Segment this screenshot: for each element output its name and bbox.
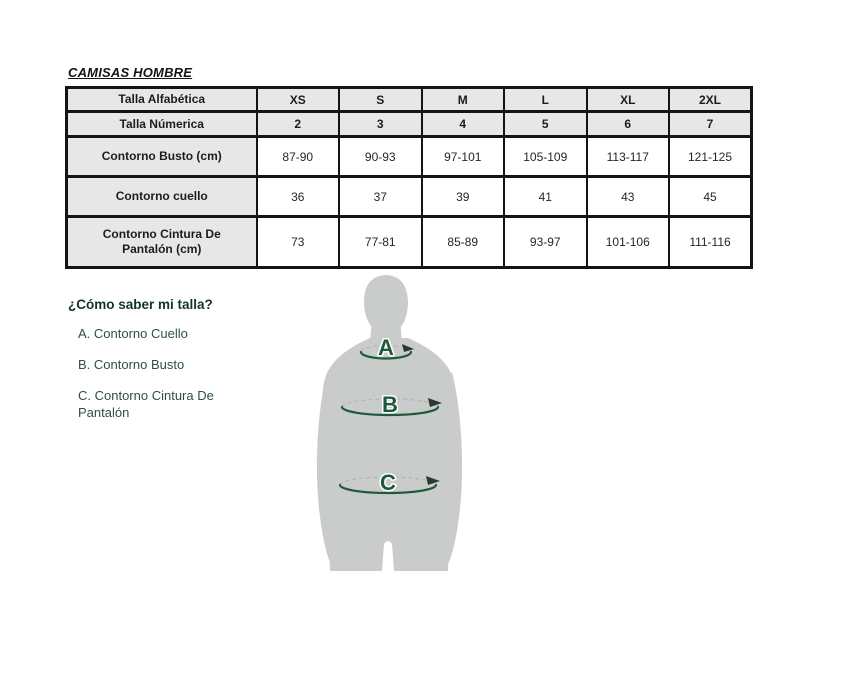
cell-value: 2XL	[669, 88, 752, 112]
cell-value: M	[422, 88, 505, 112]
page-title: CAMISAS HOMBRE	[68, 65, 193, 80]
cell-value: 39	[422, 177, 505, 217]
body-silhouette	[317, 275, 462, 571]
cell-value: 4	[422, 112, 505, 137]
cell-value: 90-93	[339, 137, 422, 177]
cell-value: XS	[257, 88, 340, 112]
table-row	[67, 137, 752, 177]
cell-value: S	[339, 88, 422, 112]
cell-value: 5	[504, 112, 587, 137]
cell-value: 36	[257, 177, 340, 217]
cell-value: L	[504, 88, 587, 112]
size-chart-table	[65, 86, 753, 269]
measure-guide	[68, 296, 258, 435]
table-row	[67, 88, 752, 112]
row-label: Contorno cuello	[67, 177, 257, 217]
guide-item: C. Contorno Cintura De Pantalón	[78, 388, 214, 420]
cell-value: 113-117	[587, 137, 670, 177]
cell-value: 93-97	[504, 217, 587, 268]
guide-list	[68, 325, 258, 421]
guide-heading: ¿Cómo saber mi talla?	[68, 297, 213, 312]
cell-value: 105-109	[504, 137, 587, 177]
figure-label-c: C	[380, 470, 396, 495]
cell-value: 87-90	[257, 137, 340, 177]
cell-value: 7	[669, 112, 752, 137]
figure-label-b: B	[382, 392, 398, 417]
size-table-body	[67, 88, 752, 268]
cell-value: 97-101	[422, 137, 505, 177]
row-label: Talla Alfabética	[67, 88, 257, 112]
row-label: Contorno Cintura De Pantalón (cm)	[67, 217, 257, 268]
cell-value: 77-81	[339, 217, 422, 268]
figure-label-a: A	[378, 335, 394, 360]
cell-value: 3	[339, 112, 422, 137]
cell-value: 43	[587, 177, 670, 217]
cell-value: 2	[257, 112, 340, 137]
cell-value: 45	[669, 177, 752, 217]
cell-value: 6	[587, 112, 670, 137]
guide-item: B. Contorno Busto	[78, 357, 185, 372]
cell-value: 41	[504, 177, 587, 217]
cell-value: 121-125	[669, 137, 752, 177]
cell-value: 111-116	[669, 217, 752, 268]
cell-value: 73	[257, 217, 340, 268]
table-row	[67, 217, 752, 268]
guide-item: A. Contorno Cuello	[78, 326, 188, 341]
cell-value: 85-89	[422, 217, 505, 268]
cell-value: XL	[587, 88, 670, 112]
body-silhouette-figure	[300, 272, 490, 574]
row-label: Contorno Busto (cm)	[67, 137, 257, 177]
measurement-figure	[300, 272, 490, 574]
row-label: Talla Númerica	[67, 112, 257, 137]
cell-value: 101-106	[587, 217, 670, 268]
cell-value: 37	[339, 177, 422, 217]
table-row	[67, 112, 752, 137]
table-row	[67, 177, 752, 217]
silhouette-torso-legs	[323, 338, 456, 571]
